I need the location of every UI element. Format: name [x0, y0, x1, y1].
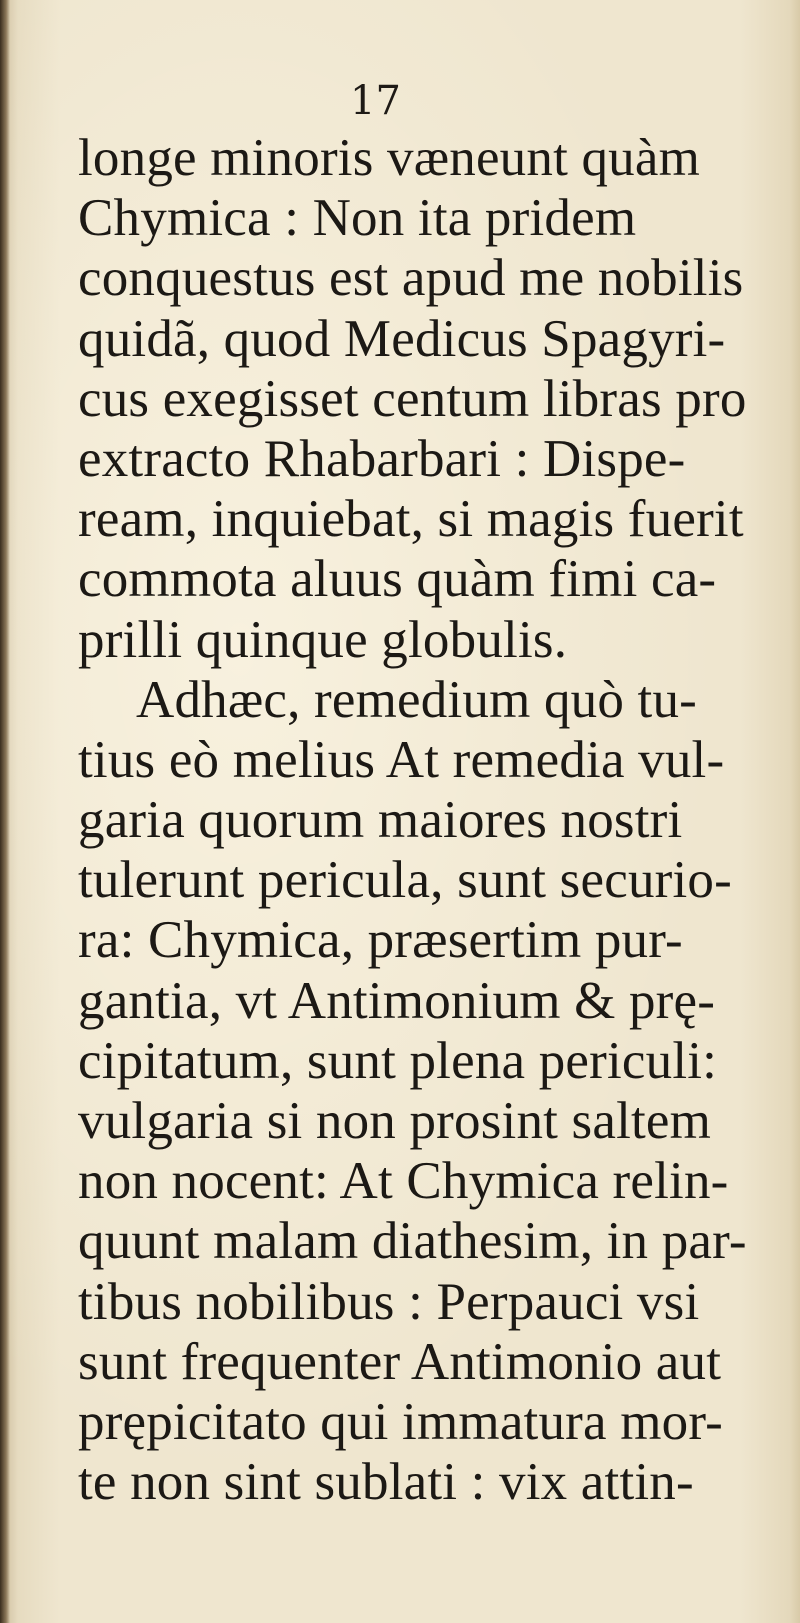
text-line: tibus nobilibus : Perpauci vsi: [78, 1272, 700, 1331]
body-text: [78, 128, 768, 1512]
text-line: conquestus est apud me nobilis: [78, 249, 744, 308]
text-line: vulgaria si non prosint saltem: [78, 1092, 712, 1150]
text-line: tius eò melius At remedia vul-: [78, 730, 725, 789]
text-line: prilli quinque globulis.: [78, 610, 568, 669]
text-line: ream, inquiebat, si magis fuerit: [78, 490, 744, 549]
text-line: ra: Chymica, præsertim pur-: [78, 911, 683, 970]
text-line: non nocent: At Chymica relin-: [78, 1152, 729, 1211]
text-line: quidã, quod Medicus Spagyri-: [78, 309, 726, 368]
text-line: cus exegisset centum libras pro: [78, 369, 747, 428]
text-line: quunt malam diathesim, in par-: [78, 1212, 747, 1271]
text-line: prępicitato qui immatura mor-: [78, 1392, 723, 1451]
text-line: commota aluus quàm fimi ca-: [78, 550, 717, 609]
text-line: te non sint sublati : vix attin-: [78, 1453, 694, 1512]
text-line: gantia, vt Antimonium & prę-: [78, 971, 716, 1030]
text-line: garia quorum maiores nostri: [78, 791, 683, 850]
text-line: extracto Rhabarbari : Dispe-: [78, 429, 686, 488]
text-line: longe minoris væneunt quàm: [78, 129, 700, 187]
paragraph-start-line: Adhæc, remedium quò tu-: [136, 670, 697, 729]
text-line: tulerunt pericula, sunt securio-: [78, 851, 732, 910]
page-number: 17: [350, 78, 401, 124]
text-line: cipitatum, sunt plena periculi:: [78, 1031, 718, 1090]
text-line: sunt frequenter Antimonio aut: [78, 1332, 722, 1391]
binding-edge: [0, 0, 10, 1623]
text-line: Chymica : Non ita pridem: [78, 189, 637, 248]
